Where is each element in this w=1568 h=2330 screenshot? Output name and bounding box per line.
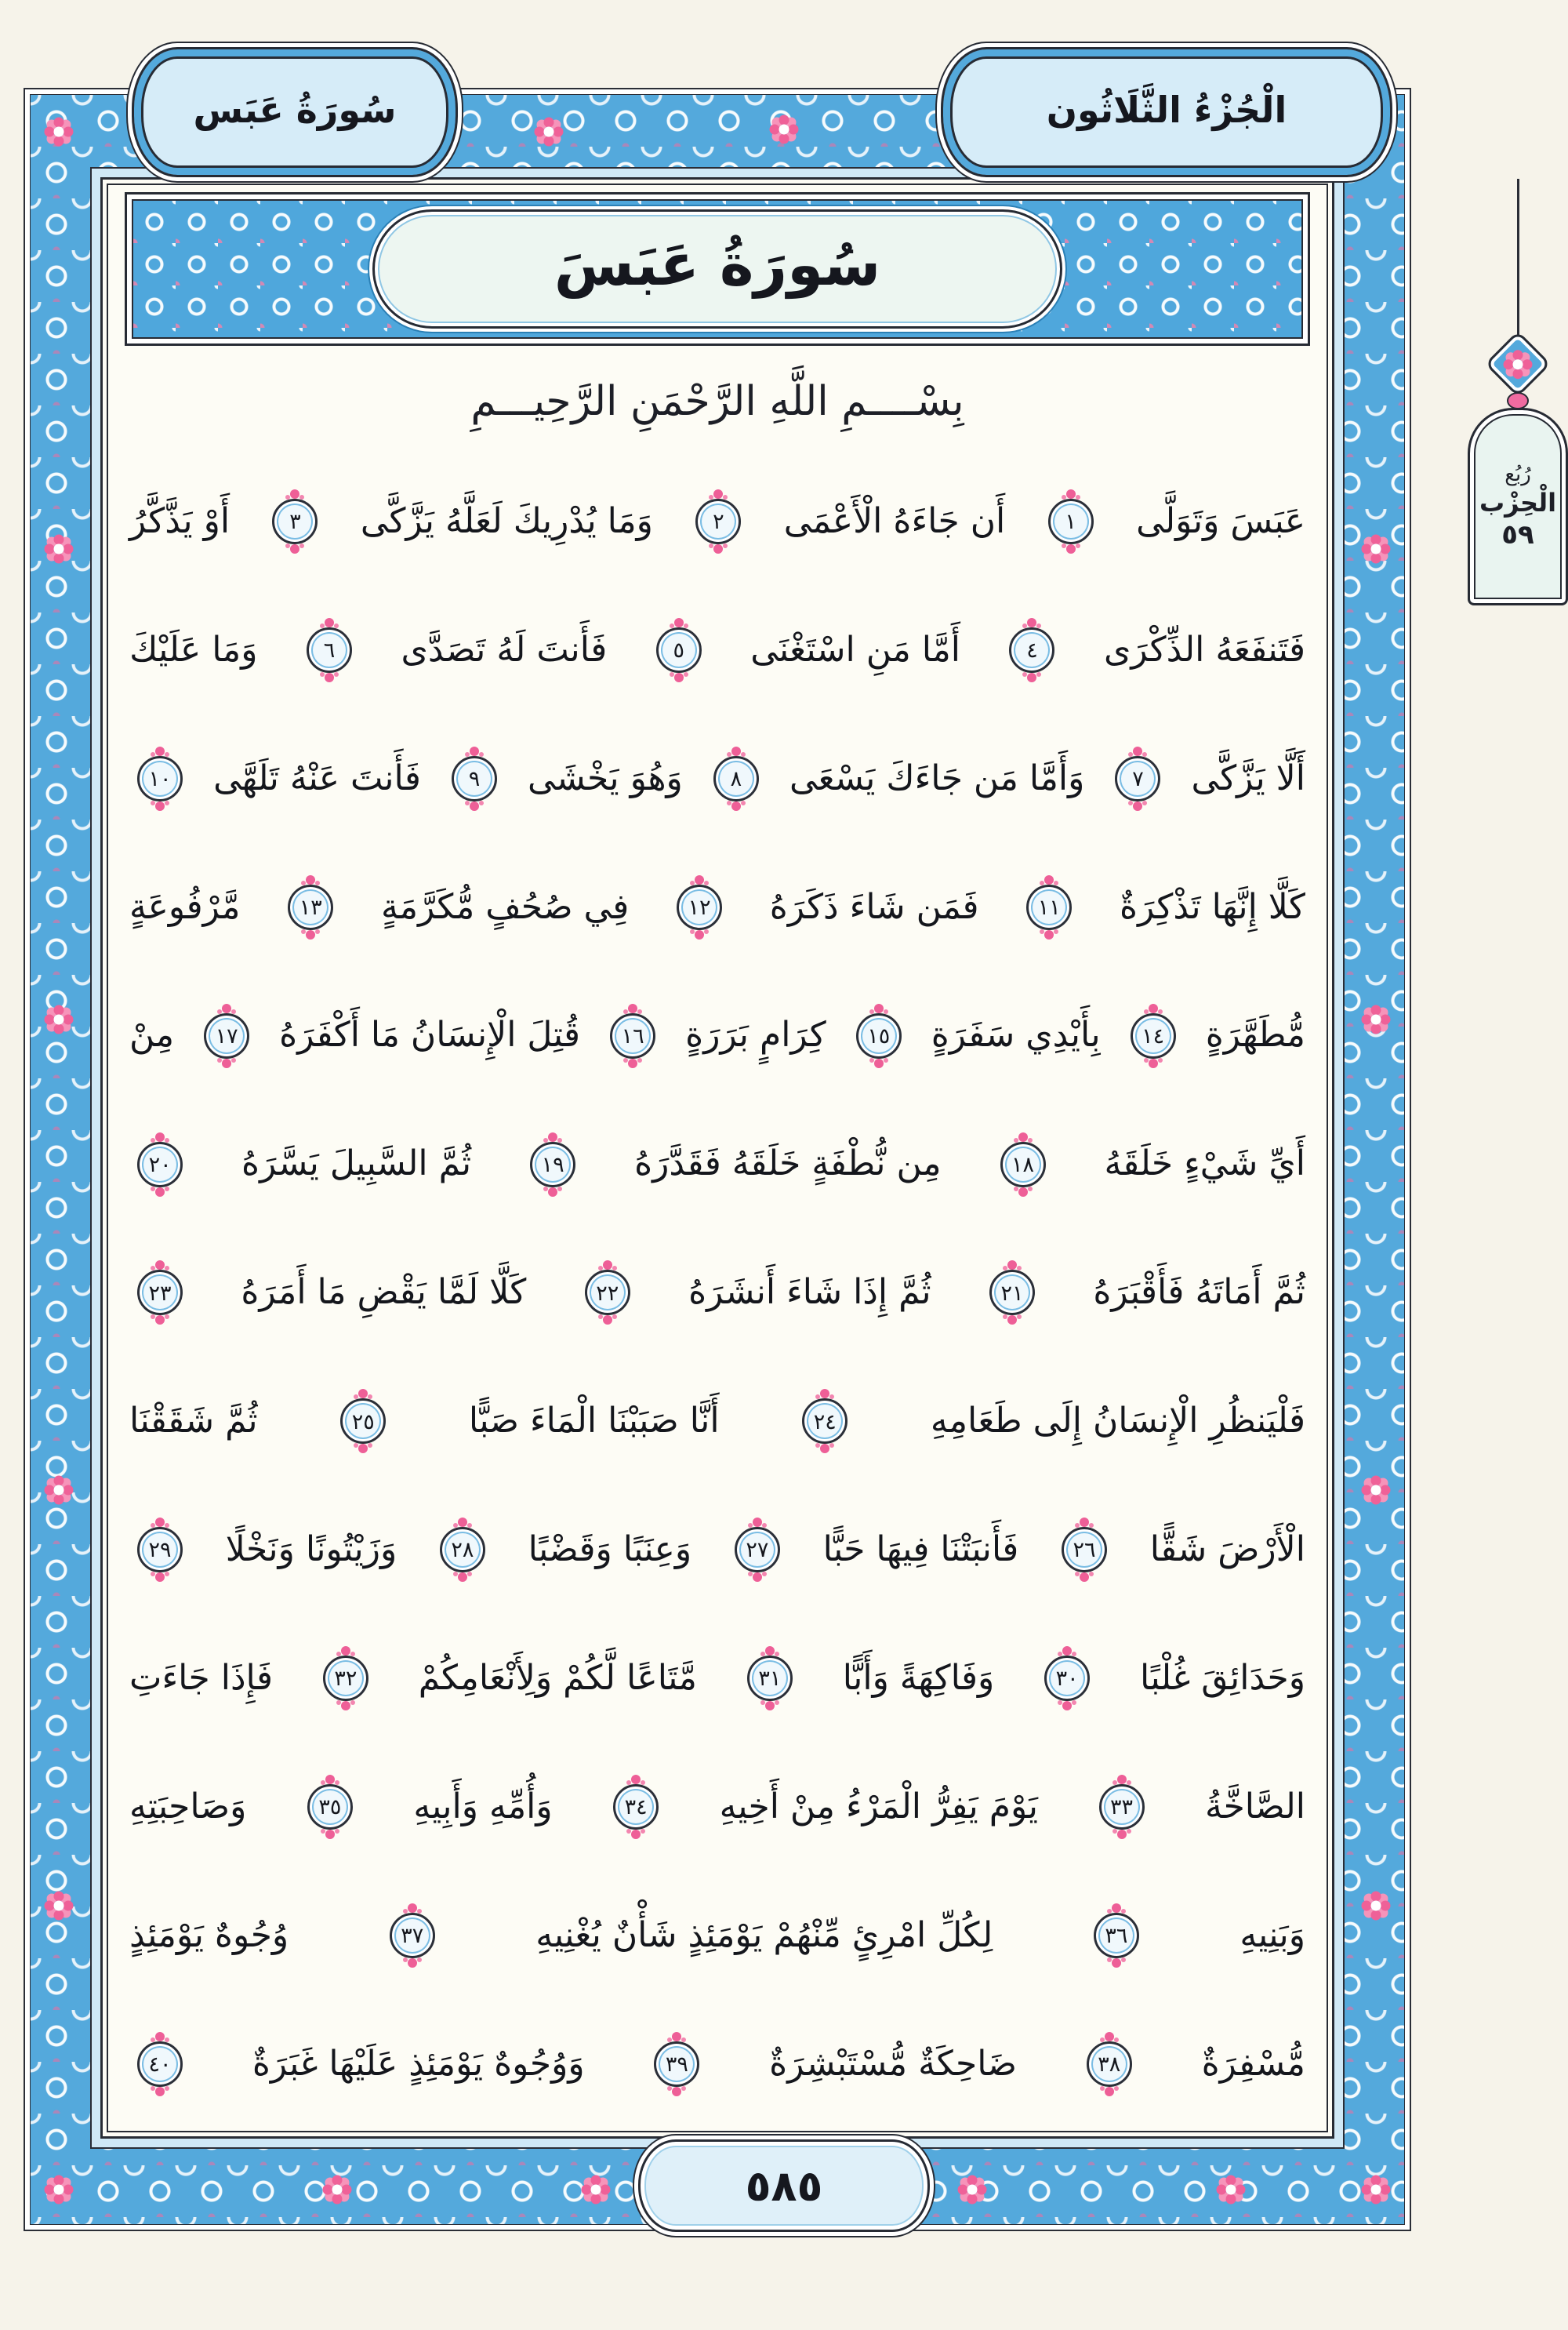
ayah-number: ٢٠ [148, 1152, 172, 1177]
quran-line [129, 1229, 1305, 1358]
arabesque-border-band [30, 94, 1405, 2225]
verse-text: ثُمَّ إِذَا شَاءَ أَنشَرَهُ [688, 1272, 931, 1313]
verse-text: أَوْ يَذَّكَّرُ [129, 500, 230, 541]
ayah-number: ١٨ [1011, 1152, 1035, 1177]
ayah-number: ٣٠ [1055, 1667, 1079, 1692]
verse-text: وَوُجُوهٌ يَوْمَئِذٍ عَلَيْهَا غَبَرَةٌ [252, 2043, 585, 2084]
quran-line [129, 1485, 1305, 1614]
verse-text: كَلَّا إِنَّهَا تَذْكِرَةٌ [1120, 886, 1305, 927]
ayah-number-medallion [613, 1784, 659, 1830]
quran-line [129, 1614, 1305, 1743]
flower-icon [591, 2185, 601, 2195]
quran-line [129, 843, 1305, 972]
verse-text: أَيِّ شَيْءٍ خَلَقَهُ [1104, 1143, 1305, 1184]
ayah-number: ٢٦ [1073, 1538, 1096, 1563]
hizb-stem [1517, 179, 1519, 350]
verse-text: وَحَدَائِقَ غُلْبًا [1140, 1658, 1305, 1699]
ayah-number-medallion [137, 1142, 183, 1187]
flower-icon [332, 2185, 343, 2195]
verse-text: وَزَيْتُونًا وَنَخْلًا [225, 1529, 397, 1570]
ayah-number-medallion [272, 499, 318, 544]
flower-icon [1513, 359, 1523, 369]
header-surah-cartouche [132, 47, 458, 177]
verse-text: وَأَمَّا مَن جَاءَكَ يَسْعَى [789, 758, 1085, 798]
verse-text: مُّسْفِرَةٌ [1201, 2043, 1305, 2084]
flower-icon [1226, 2185, 1236, 2195]
ayah-number-medallion [390, 1913, 435, 1958]
ayah-number: ٢١ [1000, 1281, 1024, 1306]
verse-text: مَّتَاعًا لَّكُمْ وَلِأَنْعَامِكُمْ [418, 1658, 697, 1699]
ayah-number-medallion [530, 1142, 575, 1187]
quran-line [129, 972, 1305, 1100]
ayah-number: ١٩ [541, 1152, 564, 1177]
ayah-number: ١٥ [867, 1023, 891, 1049]
ayah-number: ٦ [323, 638, 336, 663]
ayah-number: ٩ [468, 766, 481, 791]
quran-line [129, 1100, 1305, 1229]
ayah-number-medallion [1087, 2041, 1132, 2087]
ayah-number-medallion [735, 1527, 780, 1572]
verse-text: الصَّاخَّةُ [1205, 1786, 1305, 1827]
flower-icon [1371, 1901, 1381, 1911]
ayah-number-medallion [137, 1270, 183, 1315]
ayah-number: ٣٦ [1105, 1924, 1128, 1949]
ayah-number-medallion [1044, 1656, 1090, 1701]
verse-text: مِن نُّطْفَةٍ خَلَقَهُ فَقَدَّرَهُ [634, 1143, 942, 1184]
verse-text: قُتِلَ الْإِنسَانُ مَا أَكْفَرَهُ [279, 1015, 581, 1056]
verse-text: وَعِنَبًا وَقَضْبًا [528, 1529, 692, 1570]
ayah-number: ٣٢ [334, 1667, 358, 1692]
ayah-number: ٢٩ [148, 1538, 172, 1563]
verse-text: فَتَنفَعَهُ الذِّكْرَى [1103, 629, 1305, 670]
ayah-number-medallion [713, 756, 759, 802]
verse-text: فَلْيَنظُرِ الْإِنسَانُ إِلَى طَعَامِهِ [930, 1401, 1305, 1441]
flower-icon [54, 2185, 64, 2195]
verse-text: وَبَنِيهِ [1240, 1914, 1305, 1955]
verse-text: عَبَسَ وَتَوَلَّى [1136, 500, 1305, 541]
ayah-number-medallion [585, 1270, 630, 1315]
ayah-number-medallion [440, 1527, 485, 1572]
verse-text: ثُمَّ أَمَاتَهُ فَأَقْبَرَهُ [1093, 1272, 1305, 1313]
flower-icon [544, 127, 554, 137]
banner-arabesque-panel [132, 199, 1303, 339]
flower-icon [54, 544, 64, 554]
verse-text: فَمَن شَاءَ ذَكَرَهُ [769, 886, 979, 927]
ayah-number: ٨ [730, 766, 742, 791]
ayah-number: ١٠ [148, 766, 172, 791]
header-juz-cartouche [941, 47, 1392, 177]
flower-icon [54, 1901, 64, 1911]
bismillah: بِسْــــمِ اللَّهِ الرَّحْمَنِ الرَّحِيـــمِ [470, 378, 964, 425]
verse-text: وَأُمِّهِ وَأَبِيهِ [413, 1786, 553, 1827]
verse-text: ثُمَّ السَّبِيلَ يَسَّرَهُ [241, 1143, 472, 1184]
verse-text: فَأَنتَ عَنْهُ تَلَهَّى [213, 758, 421, 798]
ayah-number: ٢ [713, 510, 724, 535]
ayah-number-medallion [654, 2041, 699, 2087]
ayah-number-medallion [1009, 627, 1054, 673]
ayah-number: ٧ [1132, 766, 1144, 791]
verse-text: الْأَرْضَ شَقًّا [1149, 1529, 1305, 1570]
page-number: ٥٨٥ [745, 2161, 823, 2211]
flower-icon [1371, 544, 1381, 554]
quran-line [129, 1871, 1305, 2000]
ayah-number: ٢٣ [148, 1281, 172, 1306]
quran-line [129, 2000, 1305, 2128]
ayah-number: ٣١ [758, 1667, 782, 1692]
hizb-number: ٥٩ [1501, 519, 1534, 551]
verse-text: وَمَا يُدْرِيكَ لَعَلَّهُ يَزَّكَّى [360, 500, 653, 541]
ayah-number-medallion [989, 1270, 1035, 1315]
quran-line [129, 1743, 1305, 1871]
flower-icon [1371, 2185, 1381, 2195]
verse-text: لِكُلِّ امْرِئٍ مِّنْهُمْ يَوْمَئِذٍ شَأْنٌ يُغْنِيهِ [535, 1914, 993, 1955]
hizb-finial-ornament [1485, 331, 1552, 398]
ayah-number: ٣٧ [401, 1924, 424, 1949]
ayah-number-medallion [695, 499, 741, 544]
flower-icon [779, 125, 789, 135]
verse-text: فَأَنبَتْنَا فِيهَا حَبًّا [822, 1529, 1019, 1570]
ayah-number: ٣ [289, 510, 301, 535]
ayah-number-medallion [137, 756, 183, 802]
ayah-number-medallion [137, 1527, 183, 1572]
decorative-border-frame [24, 88, 1411, 2231]
ayah-number-medallion [1000, 1142, 1046, 1187]
flower-icon [1371, 1485, 1381, 1496]
verse-text: وَهُوَ يَخْشَى [528, 758, 683, 798]
ayah-number-medallion [677, 885, 722, 930]
quran-line [129, 457, 1305, 586]
verse-text: كَلَّا لَمَّا يَقْضِ مَا أَمَرَهُ [241, 1272, 527, 1313]
ayah-number: ٤ [1026, 638, 1038, 663]
ayah-number-medallion [307, 627, 352, 673]
surah-title: سُورَةُ عَبَسَ [554, 231, 881, 299]
ayah-number: ٣٥ [318, 1795, 342, 1820]
ayah-number-medallion [137, 2041, 183, 2087]
verse-text: أَنَّا صَبَبْنَا الْمَاءَ صَبًّا [468, 1401, 720, 1441]
ayah-number: ٣٣ [1110, 1795, 1134, 1820]
surah-title-banner [125, 192, 1310, 346]
verse-text: أَلَّا يَزَّكَّى [1191, 758, 1305, 798]
quran-line [129, 714, 1305, 843]
verse-text: أَن جَاءَهُ الْأَعْمَى [783, 500, 1006, 541]
ayah-number-medallion [323, 1656, 368, 1701]
inner-border-strip [90, 167, 1345, 2149]
verse-text: وُجُوهٌ يَوْمَئِذٍ [129, 1914, 289, 1955]
verse-text: يَوْمَ يَفِرُّ الْمَرْءُ مِنْ أَخِيهِ [719, 1786, 1038, 1827]
ayah-number: ١ [1065, 510, 1076, 535]
verse-text: وَمَا عَلَيْكَ [129, 629, 258, 670]
ayah-number: ٤٠ [148, 2052, 172, 2077]
ayah-number-medallion [1062, 1527, 1107, 1572]
header-surah-name: سُورَةُ عَبَس [193, 89, 397, 131]
hizb-word-hizb: الْحِزْب [1479, 488, 1557, 518]
flower-icon [54, 1485, 64, 1496]
ayah-number-medallion [1048, 499, 1094, 544]
ayah-number-medallion [204, 1013, 249, 1059]
ayah-number: ١١ [1037, 895, 1061, 920]
hizb-word-rub: رُبُع [1504, 463, 1531, 486]
verse-text: وَصَاحِبَتِهِ [129, 1786, 247, 1827]
ayah-number-medallion [1131, 1013, 1176, 1059]
flower-icon [54, 127, 64, 137]
hizb-bead [1507, 392, 1529, 409]
hizb-label-cartouche [1468, 408, 1568, 605]
ayah-number-medallion [307, 1784, 353, 1830]
ayah-number: ١٦ [621, 1023, 644, 1049]
ayah-number-medallion [1099, 1784, 1145, 1830]
ayah-number-medallion [1094, 1913, 1139, 1958]
ayah-number-medallion [340, 1398, 386, 1444]
ayah-number: ١٢ [688, 895, 711, 920]
page-number-cartouche [638, 2139, 930, 2232]
ayah-number: ٣٨ [1098, 2052, 1121, 2077]
page-content-area [100, 177, 1334, 2139]
ayah-number: ١٣ [299, 895, 322, 920]
ayah-number: ٢٨ [451, 1538, 474, 1563]
ayah-number-medallion [288, 885, 333, 930]
ayah-number-medallion [802, 1398, 848, 1444]
verse-text: ثُمَّ شَقَقْنَا [129, 1401, 258, 1441]
ayah-number-medallion [1026, 885, 1072, 930]
ayah-number: ٢٥ [351, 1409, 375, 1434]
verse-text: أَمَّا مَنِ اسْتَغْنَى [750, 629, 960, 670]
flower-icon [967, 2185, 978, 2195]
header-juz-name: الْجُزْءُ الثَّلَاثُون [1046, 89, 1287, 131]
verse-text: وَفَاكِهَةً وَأَبًّا [842, 1658, 995, 1699]
ayah-number-medallion [610, 1013, 655, 1059]
quran-line [129, 586, 1305, 714]
verse-text: مَّرْفُوعَةٍ [129, 886, 241, 927]
verse-text: فِي صُحُفٍ مُّكَرَّمَةٍ [380, 886, 630, 927]
verse-text: فَإِذَا جَاءَتِ [129, 1658, 273, 1699]
ayah-number-medallion [1115, 756, 1160, 802]
ayah-number: ١٧ [215, 1023, 238, 1049]
ayah-number-medallion [856, 1013, 902, 1059]
surah-title-cartouche [372, 209, 1062, 329]
ayah-number: ٢٢ [596, 1281, 619, 1306]
verse-text: فَأَنتَ لَهُ تَصَدَّى [401, 629, 608, 670]
ayah-number-medallion [747, 1656, 793, 1701]
verse-text: مِنْ [129, 1015, 175, 1056]
ayah-number: ٣٩ [665, 2052, 688, 2077]
verse-text: مُّطَهَّرَةٍ [1205, 1015, 1305, 1056]
ayah-number: ١٤ [1142, 1023, 1165, 1049]
quran-line [129, 1357, 1305, 1485]
verse-text: ضَاحِكَةٌ مُّسْتَبْشِرَةٌ [769, 2043, 1017, 2084]
ayah-number: ٢٤ [813, 1409, 837, 1434]
quran-text-block [123, 457, 1312, 2128]
verse-text: بِأَيْدِي سَفَرَةٍ [931, 1015, 1101, 1056]
ayah-number: ٥ [673, 638, 684, 663]
ayah-number: ٢٧ [746, 1538, 769, 1563]
ayah-number: ٣٤ [624, 1795, 648, 1820]
ayah-number-medallion [452, 756, 497, 802]
flower-icon [1371, 1015, 1381, 1025]
ayah-number-medallion [656, 627, 702, 673]
flower-icon [54, 1015, 64, 1025]
verse-text: كِرَامٍ بَرَرَةٍ [685, 1015, 826, 1056]
